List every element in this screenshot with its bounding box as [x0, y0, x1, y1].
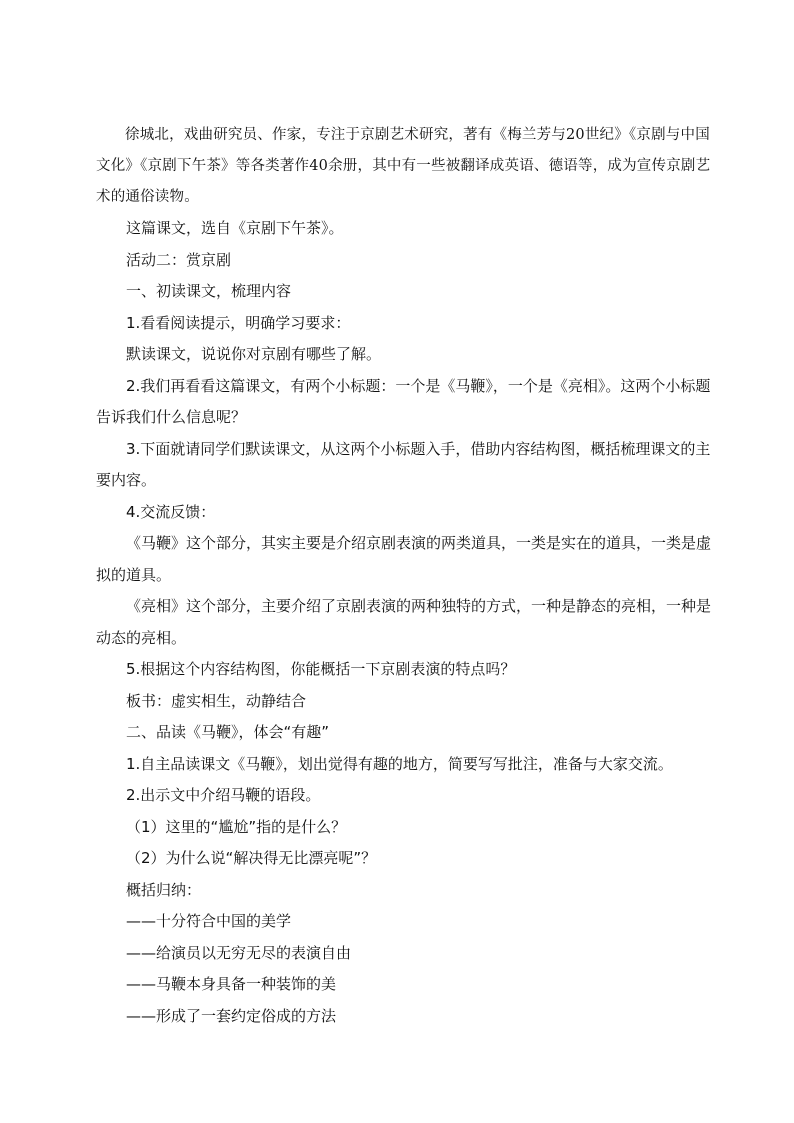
- source-paragraph: 这篇课文，选自《京剧下午茶》。: [126, 219, 344, 237]
- document-body: [96, 120, 720, 1032]
- step-4-paragraph: 4.交流反馈：: [126, 502, 216, 521]
- summary-heading: 概括归纳：: [126, 880, 202, 899]
- author-intro-paragraph: 徐城北，戏曲研究员、作家，专注于京剧艺术研究，著有《梅兰芳与20世纪》《京剧与中国文化》《京剧下午茶》等各类著作40余册，其中有一些被翻译成英语、德语等，成为宣传京剧艺术的通俗读物。: [96, 127, 711, 205]
- question-1-paragraph: （1）这里的“尴尬”指的是什么？: [126, 817, 347, 836]
- section-one-heading: 一、初读课文，梳理内容: [126, 282, 292, 300]
- activity-two-heading: 活动二：赏京剧: [126, 250, 232, 269]
- excerpt-paragraph: 2.出示文中介绍马鞭的语段。: [126, 786, 321, 804]
- board-note-paragraph: 板书：虚实相生，动静结合: [126, 691, 307, 710]
- step-5-paragraph: 5.根据这个内容结构图，你能概括一下京剧表演的特点吗？: [126, 660, 516, 678]
- summary-item-1: ——十分符合中国的美学: [126, 912, 292, 930]
- section-two-heading: 二、品读《马鞭》，体会“有趣”: [126, 723, 330, 741]
- reading-task-paragraph: 1.自主品读课文《马鞭》，划出觉得有趣的地方，简要写写批注，准备与大家交流。: [126, 754, 673, 773]
- summary-item-2: ——给演员以无穷无尽的表演自由: [126, 943, 352, 962]
- summary-item-4: ——形成了一套约定俗成的方法: [126, 1006, 337, 1025]
- step-1-detail-paragraph: 默读课文，说说你对京剧有哪些了解。: [126, 345, 382, 363]
- step-2-paragraph: 2.我们再看看这篇课文，有两个小标题：一个是《马鞭》，一个是《亮相》。这两个小标题告诉我们什么信息呢？: [96, 376, 711, 426]
- step-1-paragraph: 1.看看阅读提示，明确学习要求：: [126, 313, 351, 332]
- question-2-paragraph: （2）为什么说“解决得无比漂亮呢”？: [126, 849, 377, 867]
- mabian-feedback-paragraph: 《马鞭》这个部分，其实主要是介绍京剧表演的两类道具，一类是实在的道具，一类是虚拟的道具。: [96, 534, 712, 584]
- summary-item-3: ——马鞭本身具备一种装饰的美: [126, 975, 337, 993]
- liangxiang-feedback-paragraph: 《亮相》这个部分，主要介绍了京剧表演的两种独特的方式，一种是静态的亮相，一种是动态的亮相。: [96, 597, 712, 647]
- step-3-paragraph: 3.下面就请同学们默读课文，从这两个小标题入手，借助内容结构图，概括梳理课文的主要内容。: [96, 439, 711, 489]
